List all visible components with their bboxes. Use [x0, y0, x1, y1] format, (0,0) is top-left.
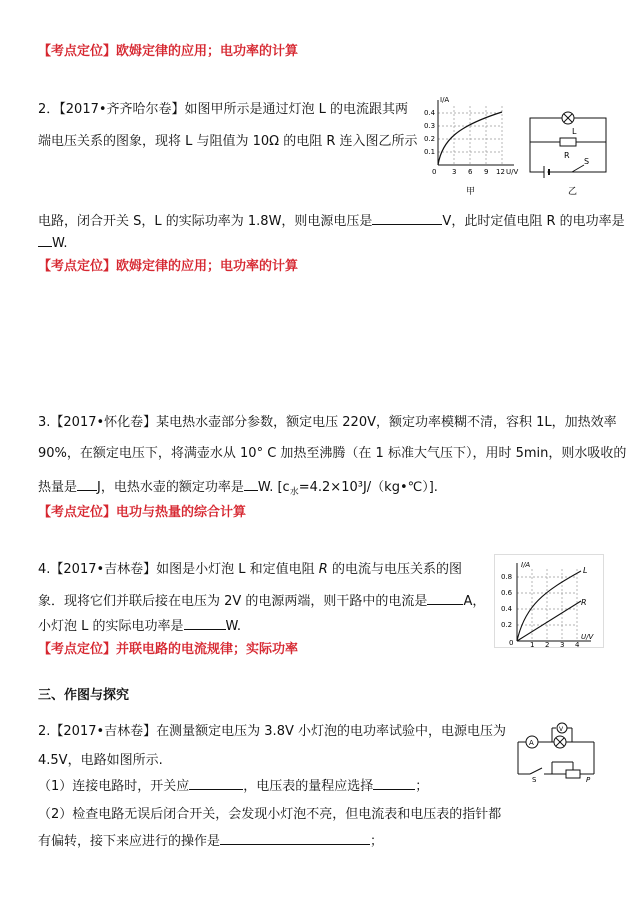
q3-line-1: [38, 413, 617, 433]
q2-xtick-3: 9: [484, 168, 489, 176]
q2-xtick-4: 12: [496, 168, 505, 176]
q4-xlabel: U/V: [581, 633, 594, 641]
q4-text-3a: 小灯泡 L 的实际电功率是: [38, 619, 184, 634]
q2-line-2: 端电压关系的图象，现将 L 与阻值为 10Ω 的电阻 R 连入图乙所示: [38, 134, 418, 149]
p2-line-3: [38, 775, 428, 797]
q4-text-1a: 如图是小灯泡 L 和定值电阻: [156, 562, 319, 577]
q4-text-1b: 的电流与电压关系的图: [327, 562, 462, 577]
q2-circuit: [530, 112, 606, 178]
switch-icon: [572, 165, 584, 172]
q4-label-L: L: [583, 566, 588, 575]
q2-number: 2．【2017•齐齐哈尔卷】: [38, 102, 185, 117]
p2-line-1: [38, 722, 506, 742]
p2-text-5b: ；: [370, 834, 384, 849]
q3-knowledge-point: 【考点定位】电功与热量的综合计算: [38, 505, 247, 520]
q3-text-1: 某电热水壶部分参数，额定电压 220V，额定功率模糊不清，容积 1L，加热效率: [156, 415, 617, 430]
q3-blank-power[interactable]: [244, 476, 258, 491]
q2-line-3: [38, 210, 625, 232]
q3-number: 3.【2017•怀化卷】: [38, 415, 157, 430]
q4-origin: 0: [509, 639, 514, 647]
p2-text-5a: 有偏转，接下来应进行的操作是: [38, 834, 221, 849]
q2-ytick-2: 0.3: [424, 122, 436, 130]
q2-label-S: S: [584, 157, 590, 166]
p2-text-3a: （1）连接电路时，开关应: [38, 779, 190, 794]
q3-text-3c: W. [c: [257, 480, 290, 495]
q4-blank-power[interactable]: [184, 615, 226, 630]
q2-blank-voltage[interactable]: [372, 210, 442, 225]
q2-origin: 0: [432, 168, 437, 176]
knowledge-point-0: 【考点定位】欧姆定律的应用；电功率的计算: [38, 44, 299, 59]
rheostat-icon: [566, 770, 580, 778]
q2-text-3a: 电路，闭合开关 S，L 的实际功率为 1.8W，则电源电压是: [38, 214, 373, 229]
q4-xtick-3: 3: [560, 641, 565, 647]
q2-graph: [424, 96, 518, 197]
q2-line-4: [38, 232, 68, 254]
p2-label-V: V: [559, 726, 564, 733]
p2-line-2: 4.5V，电路如图所示.: [38, 753, 163, 768]
p2-text-1: 在测量额定电压为 3.8V 小灯泡的电功率试验中，电源电压为: [156, 724, 506, 739]
q4-text-3b: W.: [225, 619, 242, 634]
q2-caption-right: 乙: [568, 187, 578, 197]
q4-label-R: R: [581, 598, 587, 607]
switch-icon: [530, 768, 542, 774]
q4-line-3: [38, 615, 241, 637]
p2-text-3b: ，电压表的量程应选择: [243, 779, 374, 794]
q2-text-3b: V，此时定值电阻 R 的电功率是: [442, 214, 625, 229]
p2-label-A: A: [529, 739, 534, 747]
q4-ytick-4: 0.2: [501, 621, 513, 629]
resistor-icon: [560, 138, 576, 146]
q2-figure-svg: [418, 92, 614, 202]
q2-label-R: R: [564, 151, 570, 160]
p2-blank-operation[interactable]: [220, 830, 370, 845]
q4-blank-current[interactable]: [427, 590, 463, 605]
q4-text-2a: 象．现将它们并联后接在电压为 2V 的电源两端，则干路中的电流是: [38, 594, 428, 609]
q4-ytick-2: 0.6: [501, 589, 513, 597]
q2-ytick-4: 0.1: [424, 148, 436, 156]
q4-text-2b: A，: [463, 594, 486, 609]
q2-ylabel: I/A: [440, 96, 450, 104]
q2-text-1: 如图甲所示是通过灯泡 L 的电流跟其两: [184, 102, 409, 117]
p2-figure: [512, 722, 602, 782]
q4-ylabel: I/A: [521, 561, 531, 569]
p2-number: 2.【2017•吉林卷】: [38, 724, 157, 739]
p2-line-4: （2）检查电路无误后闭合开关，会发现小灯泡不亮，但电流表和电压表的指针都: [38, 807, 502, 822]
q3-line-3: [38, 476, 438, 503]
q4-ytick-3: 0.4: [501, 605, 513, 613]
q2-xlabel: U/V: [506, 168, 519, 176]
p2-label-P: P: [586, 776, 591, 782]
q3-blank-heat[interactable]: [77, 476, 97, 491]
q2-ytick-3: 0.2: [424, 135, 436, 143]
q2-figure: [418, 92, 614, 202]
p2-blank-range[interactable]: [373, 775, 415, 790]
q3-sub-water: 水: [289, 487, 299, 498]
p2-blank-switch[interactable]: [189, 775, 243, 790]
q4-knowledge-point: 【考点定位】并联电路的电流规律；实际功率: [38, 642, 299, 657]
q2-text-4: W.: [52, 236, 68, 251]
q4-figure: [494, 554, 604, 648]
q2-line-1: [38, 100, 408, 120]
p2-circuit-svg: [512, 722, 602, 782]
q2-caption-left: 甲: [466, 187, 476, 197]
p2-line-5: [38, 830, 383, 852]
q4-text-R: R: [318, 562, 328, 577]
q4-xtick-1: 1: [530, 641, 535, 647]
q4-line-2: [38, 590, 485, 612]
q2-knowledge-point: 【考点定位】欧姆定律的应用；电功率的计算: [38, 259, 299, 274]
section-heading: 三、作图与探究: [38, 688, 130, 703]
q2-blank-power[interactable]: [38, 232, 52, 247]
q3-text-3a: 热量是: [38, 480, 78, 495]
p2-text-3c: ；: [415, 779, 429, 794]
q4-xtick-4: 4: [575, 641, 580, 647]
q4-ytick-1: 0.8: [501, 573, 513, 581]
q4-figure-svg: [495, 555, 603, 647]
q2-ytick-1: 0.4: [424, 109, 436, 117]
q3-text-3d: =4.2×10³J/（kg•℃）].: [298, 480, 438, 495]
q2-xtick-1: 3: [452, 168, 457, 176]
p2-label-S: S: [532, 776, 537, 782]
q3-line-2: 90%，在额定电压下，将满壶水从 10° C 加热至沸腾（在 1 标准大气压下），用时 5min，则水吸收的: [38, 446, 627, 461]
q4-xtick-2: 2: [545, 641, 550, 647]
q4-line-1: [38, 560, 462, 580]
q2-label-L: L: [572, 127, 577, 136]
q2-xtick-2: 6: [468, 168, 473, 176]
q4-number: 4.【2017•吉林卷】: [38, 562, 157, 577]
q3-text-3b: J，电热水壶的额定功率是: [97, 480, 244, 495]
